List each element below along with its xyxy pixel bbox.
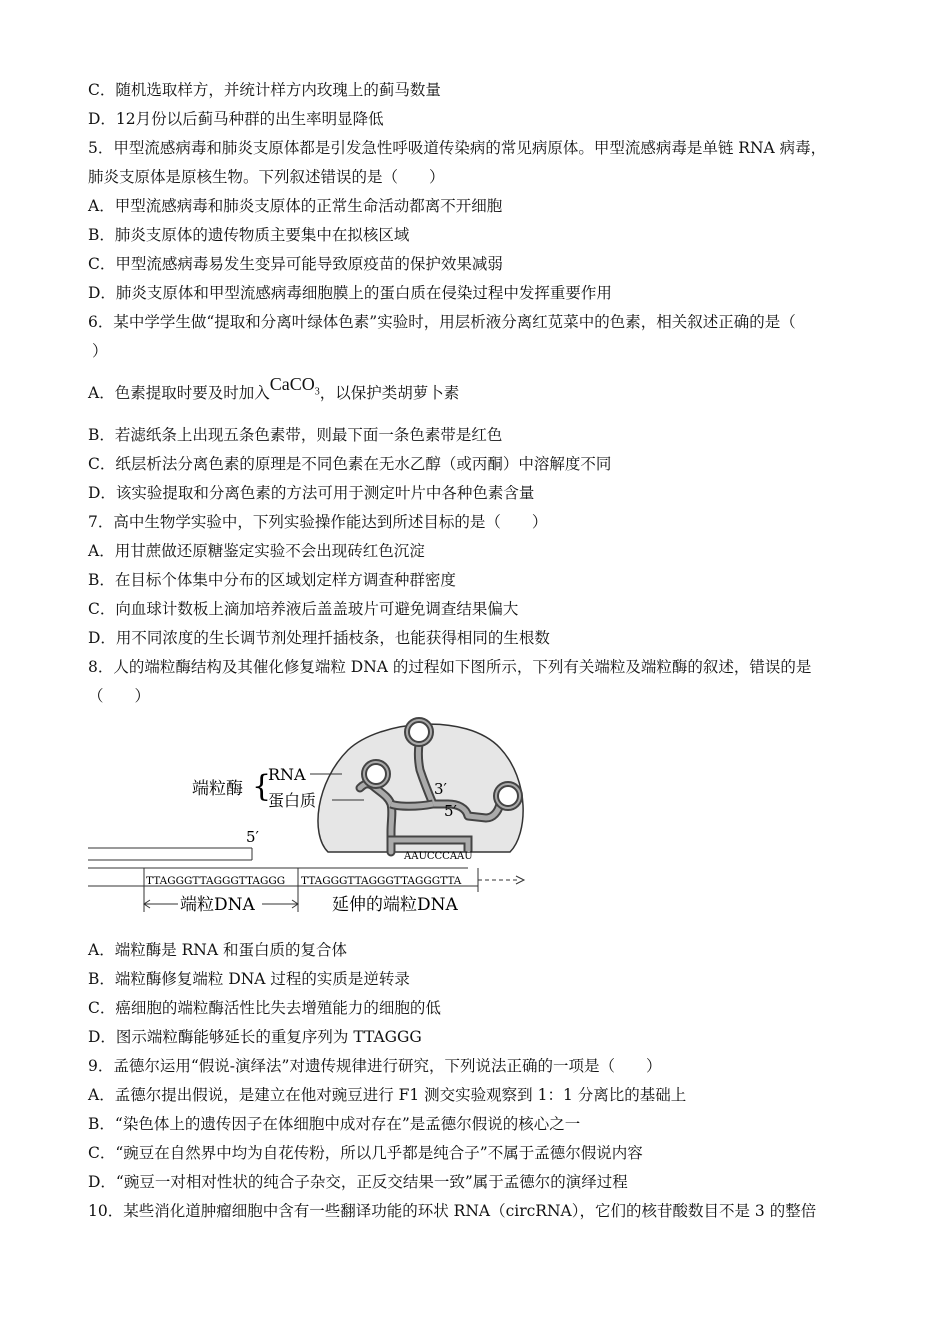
q10-stem: 10．某些消化道肿瘤细胞中含有一些翻译功能的环状 RNA（circRNA），它们的核苷酸数目不是 3 的整倍 [88,1202,817,1220]
q8-option-c: C．癌细胞的端粒酶活性比失去增殖能力的细胞的低 [88,999,441,1017]
dna-seq-right: TTAGGGTTAGGGTTAGGGTTA [301,875,462,887]
q8-option-b: B．端粒酶修复端粒 DNA 过程的实质是逆转录 [88,970,410,988]
q5-option-b: B．肺炎支原体的遗传物质主要集中在拟核区域 [88,226,410,244]
telomerase-svg [88,712,538,927]
q6-option-d: D．该实验提取和分离色素的方法可用于测定叶片中各种色素含量 [88,484,535,502]
rna-label: RNA [268,765,306,784]
q7-option-d: D．用不同浓度的生长调节剂处理扦插枝条，也能获得相同的生根数 [88,629,550,647]
q8-stem-1: 8．人的端粒酶结构及其催化修复端粒 DNA 的过程如下图所示，下列有关端粒及端粒酶的叙述，错误的是 [88,658,812,676]
rna-3prime-label: 3′ [434,780,447,798]
q6-option-b: B．若滤纸条上出现五条色素带，则最下面一条色素带是红色 [88,426,503,444]
q8-stem-2: （ ） [88,687,151,705]
dna-5prime-label: 5′ [246,828,259,846]
q5-option-a: A．甲型流感病毒和肺炎支原体的正常生命活动都离不开细胞 [88,197,503,215]
telomerase-diagram [88,712,538,927]
arrowhead-icon [516,876,524,884]
q6-stem-2: ） [92,342,108,360]
dna-seq-left: TTAGGGTTAGGGTTAGGG [146,875,286,887]
q5-stem-2: 肺炎支原体是原核生物。下列叙述错误的是（ ） [88,168,445,186]
extended-dna-label: 延伸的端粒DNA [332,895,458,915]
protein-label: 蛋白质 [268,791,317,810]
q7-option-a: A．用甘蔗做还原糖鉴定实验不会出现砖红色沉淀 [88,542,425,560]
q9-option-d: D．“豌豆一对相对性状的纯合子杂交，正反交结果一致”属于孟德尔的演绎过程 [88,1173,628,1191]
caco3-formula [269,374,320,398]
q4-option-d: D．12月份以后蓟马种群的出生率明显降低 [88,110,384,128]
q9-stem: 9．孟德尔运用“假说-演绎法”对遗传规律进行研究，下列说法正确的一项是（ ） [88,1057,662,1075]
chem-main: CaCO [269,374,315,394]
chem-subscript: 3 [314,386,320,398]
q7-option-b: B．在目标个体集中分布的区域划定样方调查种群密度 [88,571,456,589]
q6-option-a [88,374,460,412]
q8-option-a: A．端粒酶是 RNA 和蛋白质的复合体 [88,941,347,959]
q7-option-c: C．向血球计数板上滴加培养液后盖盖玻片可避免调查结果偏大 [88,600,519,618]
enzyme-label: 端粒酶 [192,779,243,799]
q5-option-d: D．肺炎支原体和甲型流感病毒细胞膜上的蛋白质在侵染过程中发挥重要作用 [88,284,612,302]
q6-option-c: C．纸层析法分离色素的原理是不同色素在无水乙醇（或丙酮）中溶解度不同 [88,455,612,473]
q7-stem: 7．高中生物学实验中，下列实验操作能达到所述目标的是（ ） [88,513,548,531]
q4-option-c: C．随机选取样方，并统计样方内玫瑰上的蓟马数量 [88,81,441,99]
bracket-icon: { [252,769,272,804]
q8-option-d: D．图示端粒酶能够延长的重复序列为 TTAGGG [88,1028,422,1046]
q9-option-b: B．“染色体上的遗传因子在体细胞中成对存在”是孟德尔假说的核心之一 [88,1115,581,1133]
template-sequence: AAUCCCAAU [404,851,473,862]
q5-option-c: C．甲型流感病毒易发生变异可能导致原疫苗的保护效果减弱 [88,255,503,273]
rna-5prime-label: 5′ [444,802,457,820]
q5-stem-1: 5．甲型流感病毒和肺炎支原体都是引发急性呼吸道传染病的常见病原体。甲型流感病毒是单链 RNA 病毒， [88,139,827,157]
telomere-dna-label: 端粒DNA [180,895,255,915]
q6-option-a-tail: ，以保护类胡萝卜素 [319,384,460,402]
q6-stem-1: 6．某中学学生做“提取和分离叶绿体色素”实验时，用层析液分离红苋菜中的色素，相关叙述正确的是（ [88,313,796,331]
q9-option-c: C．“豌豆在自然界中均为自花传粉，所以几乎都是纯合子”不属于孟德尔假说内容 [88,1144,643,1162]
q9-option-a: A．孟德尔提出假说，是建立在他对豌豆进行 F1 测交实验观察到 1：1 分离比的基础上 [88,1086,687,1104]
q6-option-a-text: A．色素提取时要及时加入 [88,384,270,402]
